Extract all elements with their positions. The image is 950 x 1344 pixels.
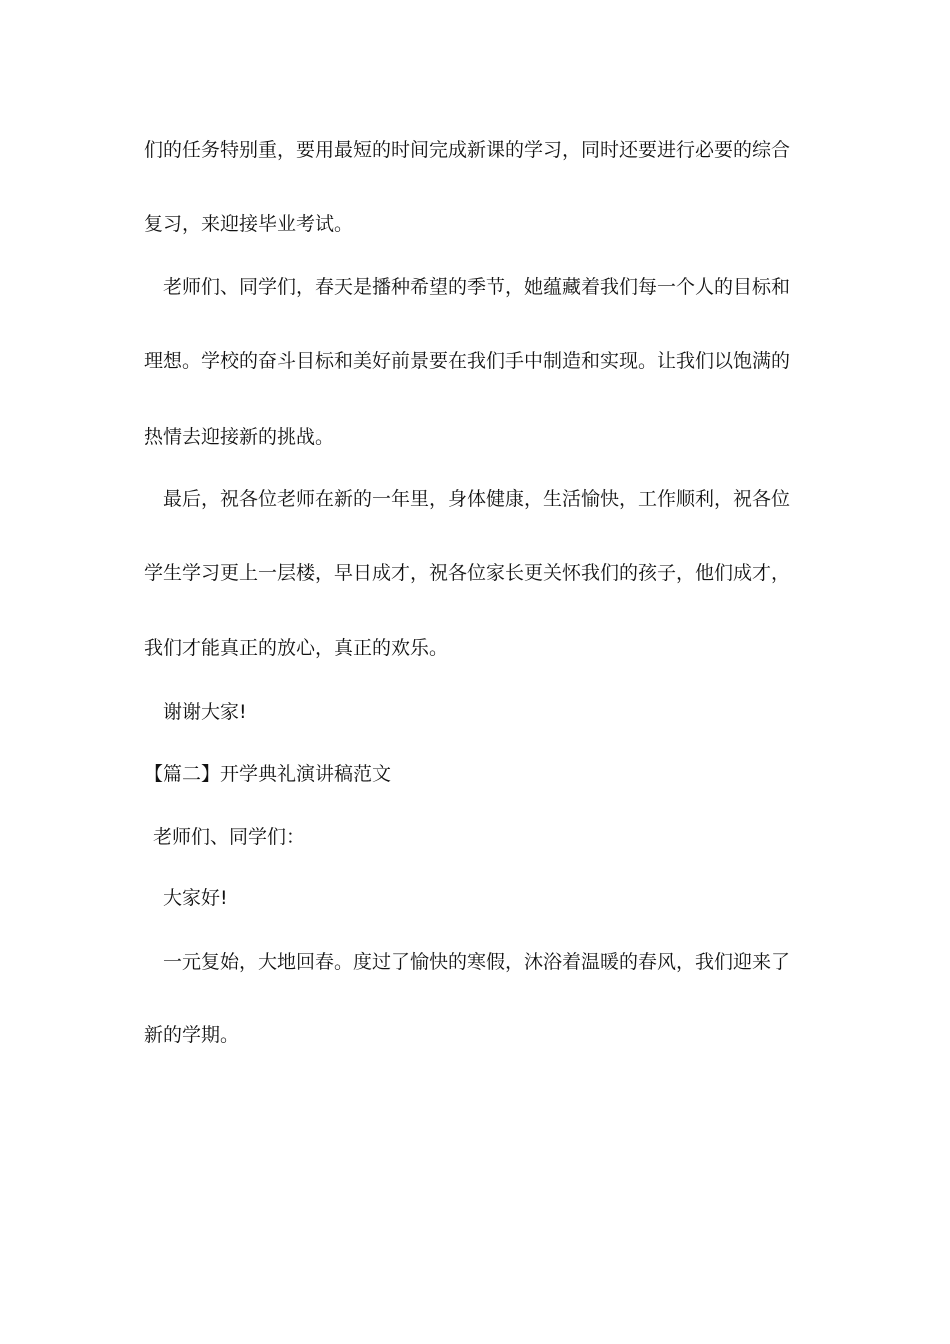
paragraph-line: 们的任务特别重，要用最短的时间完成新课的学习，同时还要进行必要的综合 xyxy=(144,139,791,161)
paragraph-line: 我们才能真正的放心，真正的欢乐。 xyxy=(144,637,449,659)
paragraph-line: 学生学习更上一层楼，早日成才，祝各位家长更关怀我们的孩子，他们成才， xyxy=(144,562,791,584)
paragraph-line: 最后，祝各位老师在新的一年里，身体健康，生活愉快，工作顺利，祝各位 xyxy=(163,488,791,510)
paragraph-line: 新的学期。 xyxy=(144,1024,240,1046)
paragraph-line: 一元复始，大地回春。度过了愉快的寒假，沐浴着温暖的春风，我们迎来了 xyxy=(163,951,791,973)
paragraph-line: 复习，来迎接毕业考试。 xyxy=(144,213,354,235)
paragraph-line: 理想。学校的奋斗目标和美好前景要在我们手中制造和实现。让我们以饱满的 xyxy=(144,350,791,372)
paragraph-line: 老师们、同学们，春天是播种希望的季节，她蕴藏着我们每一个人的目标和 xyxy=(163,276,791,298)
salutation-line: 老师们、同学们： xyxy=(153,826,306,848)
greeting-line: 大家好! xyxy=(163,887,228,909)
section-heading: 【篇二】开学典礼演讲稿范文 xyxy=(144,763,392,785)
closing-line: 谢谢大家! xyxy=(163,701,247,723)
paragraph-line: 热情去迎接新的挑战。 xyxy=(144,426,335,448)
